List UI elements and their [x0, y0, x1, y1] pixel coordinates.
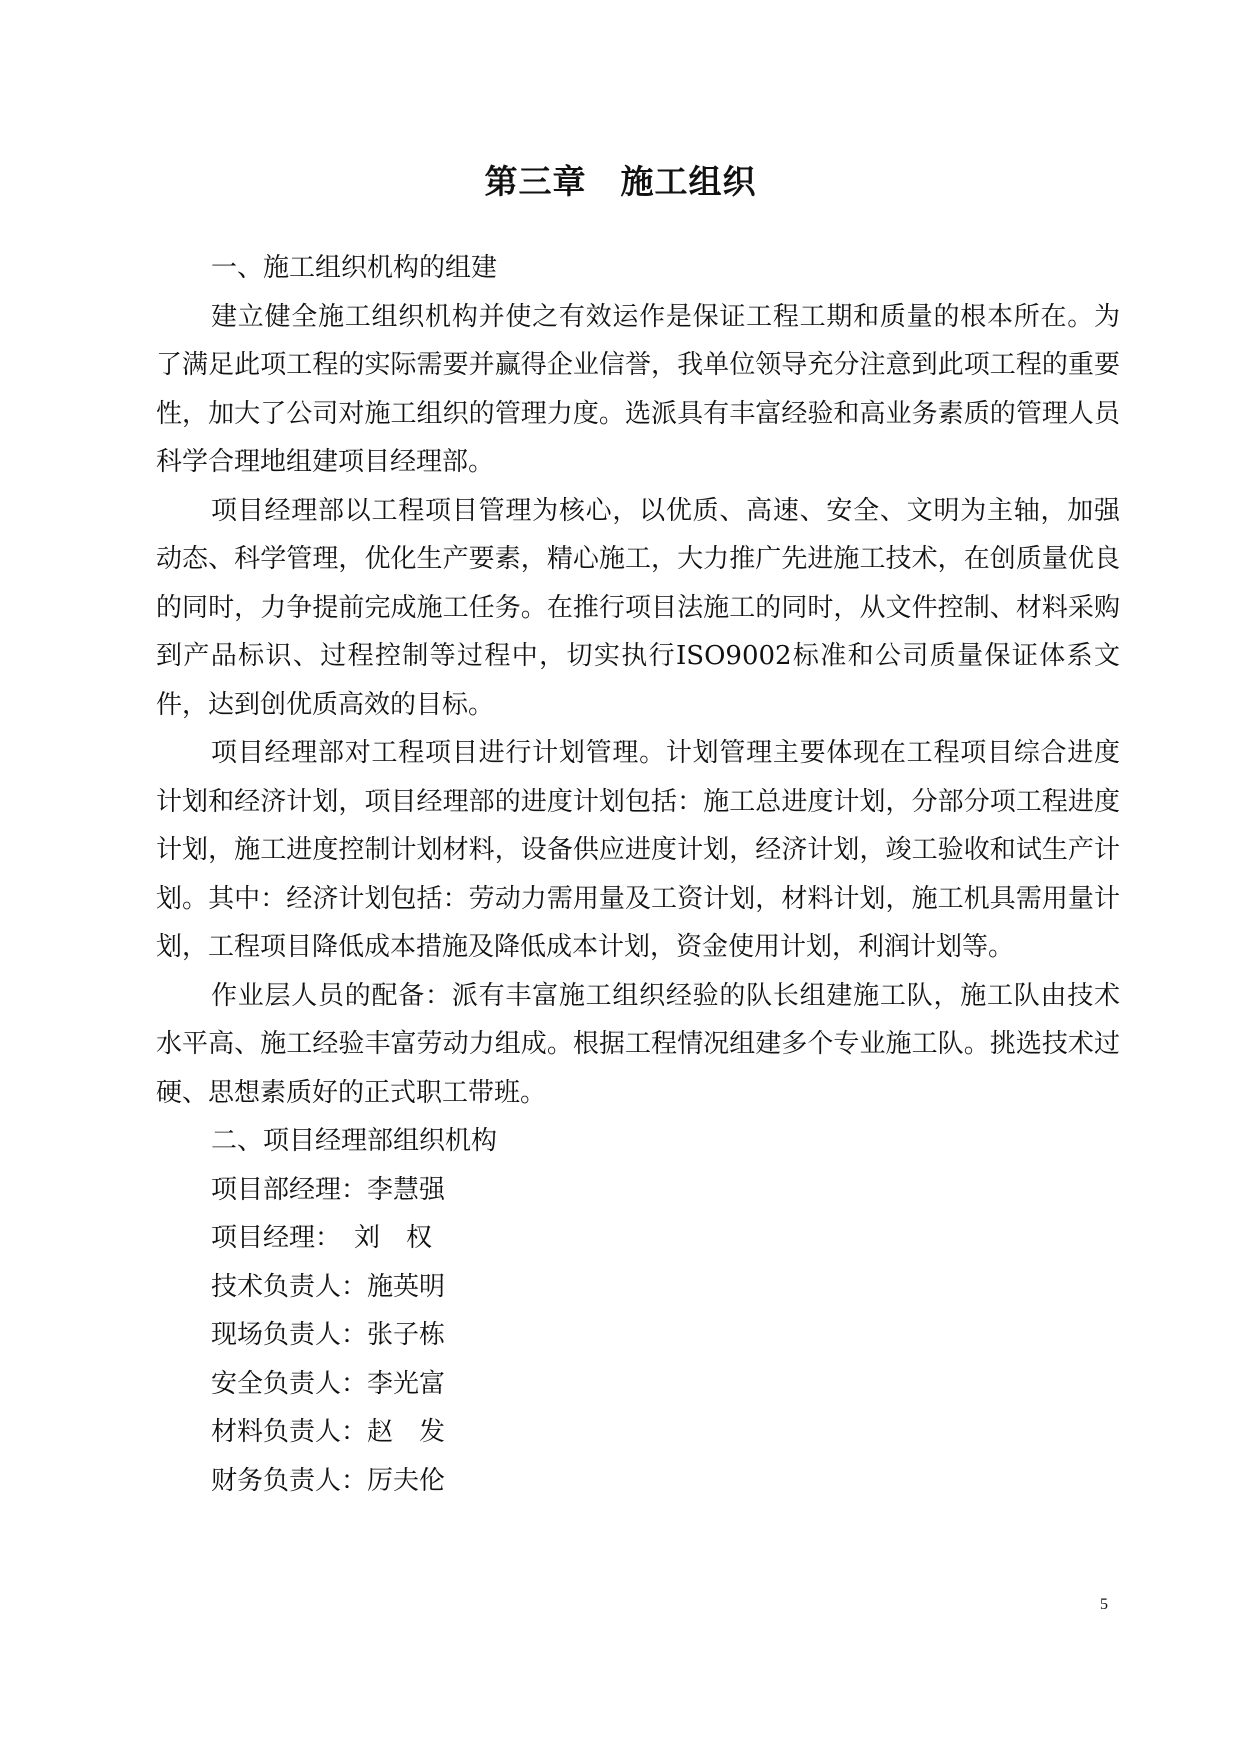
roster-item: 财务负责人：厉夫伦 [211, 1465, 446, 1496]
paragraph: 建立健全施工组织机构并使之有效运作是保证工程工期和质量的根本所在。为了满足此项工程的实际需要并赢得企业信誉，我单位领导充分注意到此项工程的重要性，加大了公司对施工组织的管理力度。选派具有丰富经验和高业务素质的管理人员科学合理地组建项目经理部。 [156, 301, 1120, 477]
roster-item: 材料负责人：赵 发 [211, 1417, 446, 1447]
roster-item: 安全负责人：李光富 [211, 1368, 446, 1399]
staff-roster [156, 1166, 1120, 1506]
roster-item: 现场负责人：张子栋 [211, 1320, 446, 1350]
roster-item: 技术负责人：施英明 [211, 1271, 446, 1302]
paragraph: 项目经理部以工程项目管理为核心，以优质、高速、安全、文明为主轴，加强动态、科学管理，优化生产要素，精心施工，大力推广先进施工技术，在创质量优良的同时，力争提前完成施工任务。在推行项目法施工的同时，从文件控制、材料采购到产品标识、过程控制等过程中，切实执行ISO9002标准和公司质量保证体系文件，达到创优质高效的目标。 [156, 495, 1120, 720]
roster-item: 项目经理： 刘 权 [211, 1223, 433, 1253]
document-body [156, 244, 1120, 1505]
roster-item: 项目部经理：李慧强 [211, 1174, 446, 1205]
section-heading: 一、施工组织机构的组建 [211, 253, 498, 283]
page-number: 5 [1100, 1596, 1108, 1613]
page-title: 第三章 施工组织 [484, 162, 757, 202]
paragraph: 作业层人员的配备：派有丰富施工组织经验的队长组建施工队，施工队由技术水平高、施工经验丰富劳动力组成。根据工程情况组建多个专业施工队。挑选技术过硬、思想素质好的正式职工带班。 [156, 980, 1120, 1108]
paragraph: 项目经理部对工程项目进行计划管理。计划管理主要体现在工程项目综合进度计划和经济计划，项目经理部的进度计划包括：施工总进度计划，分部分项工程进度计划，施工进度控制计划材料，设备供应进度计划，经济计划，竣工验收和试生产计划。其中：经济计划包括：劳动力需用量及工资计划，材料计划，施工机具需用量计划，工程项目降低成本措施及降低成本计划，资金使用计划，利润计划等。 [156, 738, 1120, 962]
section-heading: 二、项目经理部组织机构 [211, 1126, 498, 1156]
